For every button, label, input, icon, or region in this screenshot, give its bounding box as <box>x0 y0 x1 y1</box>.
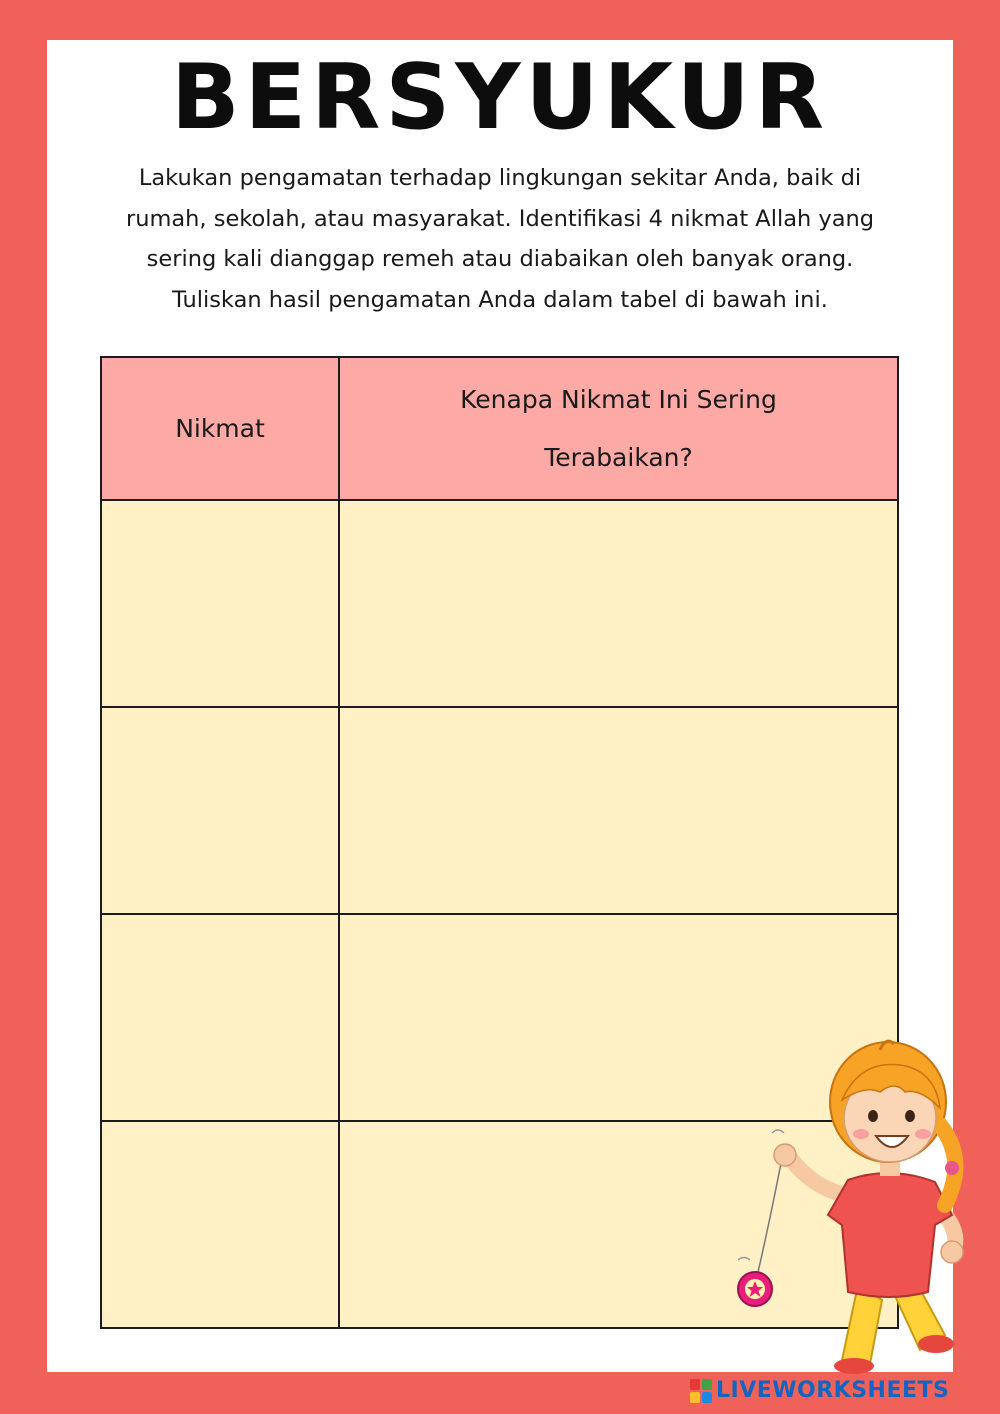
liveworksheets-logo <box>690 1377 949 1405</box>
nikmat-answer-cell[interactable] <box>101 1121 339 1328</box>
header-nikmat: Nikmat <box>101 357 339 500</box>
reason-answer-cell[interactable] <box>339 707 898 914</box>
table-header-row <box>101 357 898 500</box>
nikmat-answer-cell[interactable] <box>101 707 339 914</box>
table-row <box>101 500 898 707</box>
nikmat-answer-cell[interactable] <box>101 500 339 707</box>
logo-text: LIVEWORKSHEETS <box>716 1378 950 1403</box>
table-row <box>101 707 898 914</box>
logo-squares <box>690 1379 712 1403</box>
reason-answer-cell[interactable] <box>339 500 898 707</box>
worksheet-title: BERSYUKUR <box>171 45 829 150</box>
instructions-text: Lakukan pengamatan terhadap lingkungan sekitar Anda, baik di rumah, sekolah, atau masyarakat. Identifikasi 4 nikmat Allah yang sering kali dianggap remeh atau diabaikan oleh banyak orang. Tuliskan hasil pengamatan Anda dalam tabel di bawah ini. <box>125 165 875 313</box>
nikmat-answer-cell[interactable] <box>101 914 339 1121</box>
header-reason: Kenapa Nikmat Ini Sering Terabaikan? <box>339 357 898 500</box>
girl-with-yoyo-illustration <box>730 1030 985 1375</box>
